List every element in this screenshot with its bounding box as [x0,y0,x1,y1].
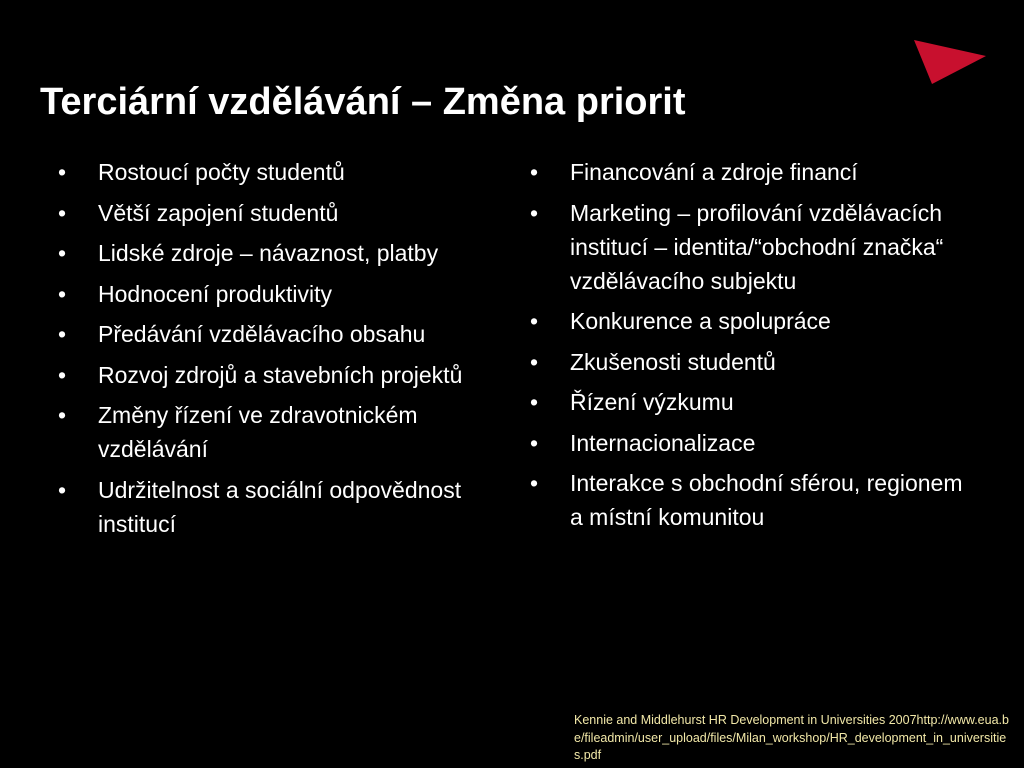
right-list-item-1 [530,155,970,189]
bullet-marker: • [58,321,67,347]
left-list-item-text: Předávání vzdělávacího obsahu [98,321,426,347]
bullet-marker: • [530,308,539,334]
right-list-item-text: Internacionalizace [570,429,756,456]
left-list-item-8 [58,473,498,541]
left-list-item-text: Rozvoj zdrojů a stavebních projektů [98,361,463,388]
red-triangle-flag-icon [914,38,986,86]
right-list-item-5 [530,385,970,419]
right-list-item-3 [530,304,970,338]
left-list-item-text: Lidské zdroje – návaznost, platby [98,240,439,266]
left-list-item-text: Rostoucí počty studentů [98,159,345,185]
right-list-item-7 [530,466,970,534]
bullet-marker: • [530,159,539,185]
left-list-item-6 [58,358,498,392]
left-list-item-text: Udržitelnost a sociální odpovědnost institucí [98,476,462,537]
bullet-marker: • [58,240,67,266]
bullet-marker: • [58,476,67,503]
right-list-item-2 [530,196,970,298]
left-list-item-1 [58,155,498,189]
bullet-marker: • [58,280,67,307]
right-list-item-text: Zkušenosti studentů [570,348,776,375]
left-list-item-3 [58,236,498,270]
right-list-item-6 [530,426,970,460]
right-list-item-text: Financování a zdroje financí [570,159,858,185]
left-list-item-7 [58,398,498,466]
bullet-marker: • [530,429,539,456]
left-list-item-4 [58,277,498,311]
bullet-marker: • [530,389,539,415]
bullet-marker: • [530,348,539,375]
left-list-item-2 [58,196,498,230]
bullet-marker: • [530,470,539,496]
left-list-item-text: Změny řízení ve zdravotnickém vzdělávání [98,402,418,462]
bullet-marker: • [58,361,67,388]
right-list-item-text: Interakce s obchodní sférou, regionem a místní komunitou [570,470,963,530]
left-bullet-list [58,155,498,547]
right-list-item-4 [530,345,970,379]
bullet-marker: • [58,402,67,428]
right-bullet-list [530,155,970,541]
bullet-marker: • [530,199,539,226]
left-list-item-text: Větší zapojení studentů [98,199,339,226]
left-list-item-text: Hodnocení produktivity [98,280,332,307]
right-list-item-text: Řízení výzkumu [570,389,734,415]
slide-title: Terciární vzdělávání – Změna priorit [40,81,686,123]
source-citation: Kennie and Middlehurst HR Development in Universities 2007http://www.eua.be/fileadmin/user_upload/files/Milan_workshop/HR_development_in_universities.pdf [574,713,1009,762]
right-list-item-text: Marketing – profilování vzdělávacích institucí – identita/“obchodní značka“ vzdělávacího subjektu [570,199,944,294]
left-list-item-5 [58,317,498,351]
bullet-marker: • [58,159,67,185]
right-list-item-text: Konkurence a spolupráce [570,308,831,334]
bullet-marker: • [58,199,67,226]
